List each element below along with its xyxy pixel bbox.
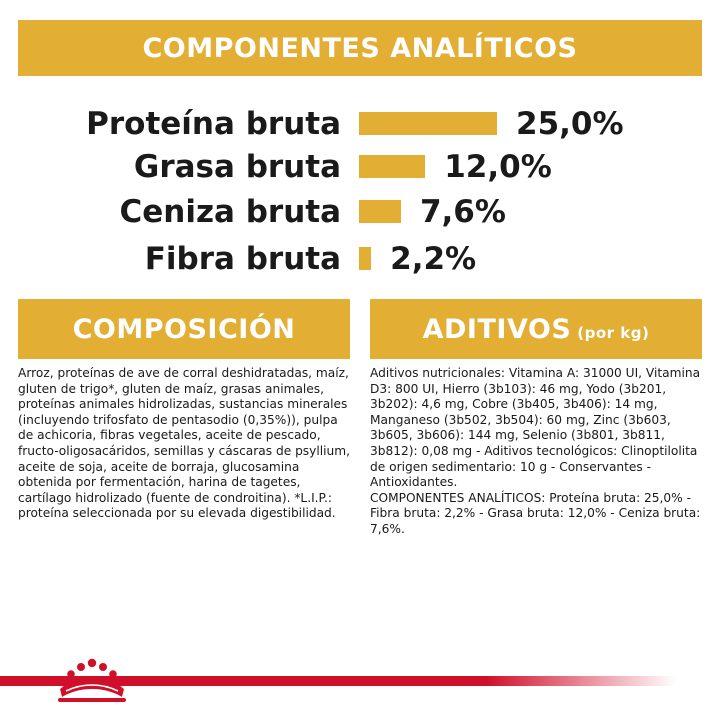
composition-banner xyxy=(18,299,350,359)
analytics-banner xyxy=(18,20,702,76)
nutrient-row xyxy=(0,238,720,280)
additives-unit: (por kg) xyxy=(577,324,650,342)
additives-banner xyxy=(370,299,702,359)
additives-title: ADITIVOS xyxy=(422,313,572,345)
composition-title: COMPOSICIÓN xyxy=(72,313,296,345)
nutrient-bar xyxy=(359,247,371,270)
nutrient-value: 7,6% xyxy=(419,194,506,230)
nutrient-bar xyxy=(359,200,401,223)
nutrient-row xyxy=(0,191,720,233)
nutrient-label: Ceniza bruta xyxy=(119,194,341,230)
nutrient-value: 12,0% xyxy=(444,149,552,185)
crown-icon xyxy=(52,655,132,705)
nutrient-bar xyxy=(359,155,425,178)
nutrient-row xyxy=(0,146,720,188)
nutrient-label: Grasa bruta xyxy=(133,149,341,185)
additives-analytics-paragraph: COMPONENTES ANALÍTICOS: Proteína bruta: 25,0% - Fibra bruta: 2,2% - Grasa bruta: 12,0% - Ceniza bruta: 7,6%. xyxy=(370,490,701,536)
nutrient-label: Fibra bruta xyxy=(144,241,341,277)
nutrient-bar xyxy=(359,112,497,135)
additives-paragraph: Aditivos nutricionales: Vitamina A: 31000 UI, Vitamina D3: 800 UI, Hierro (3b103): 46 mg, Yodo (3b201, 3b202): 4,6 mg, Cobre (3b405, 3b406): 14 mg, Manganeso (3b502, 3b504): 60 mg, Zinc (3b603, 3b605, 3b606): 144 mg, Selenio (3b801, 3b811, 3b812): 0,08 mg - Aditivos tecnológicos: Clinoptilolita de origen sedimentario: 10 g - Conservantes - Antioxidantes. xyxy=(370,366,701,490)
composition-text: Arroz, proteínas de ave de corral deshidratadas, maíz, gluten de trigo*, gluten de maíz, grasas animales, proteínas animales hidrolizadas, sustancias minerales (incluyendo trifosfato de pentasodio (0,35%)), pulpa de achicoria, fibras vegetales, aceite de pescado, fructo-oligosacáridos, semillas y cáscaras de psyllium, aceite de soja, aceite de borraja, glucosamina obtenida por fermentación, harina de tagetes, cartílago hidrolizado (fuente de condroitina). *L.I.P.: proteína seleccionada por su elevada digestibilidad. xyxy=(18,366,350,521)
nutrient-label: Proteína bruta xyxy=(86,106,341,142)
additives-text xyxy=(370,366,704,538)
analytics-title: COMPONENTES ANALÍTICOS xyxy=(142,32,578,64)
nutrient-row xyxy=(0,103,720,145)
nutrient-value: 2,2% xyxy=(390,241,477,277)
nutrient-value: 25,0% xyxy=(516,106,624,142)
